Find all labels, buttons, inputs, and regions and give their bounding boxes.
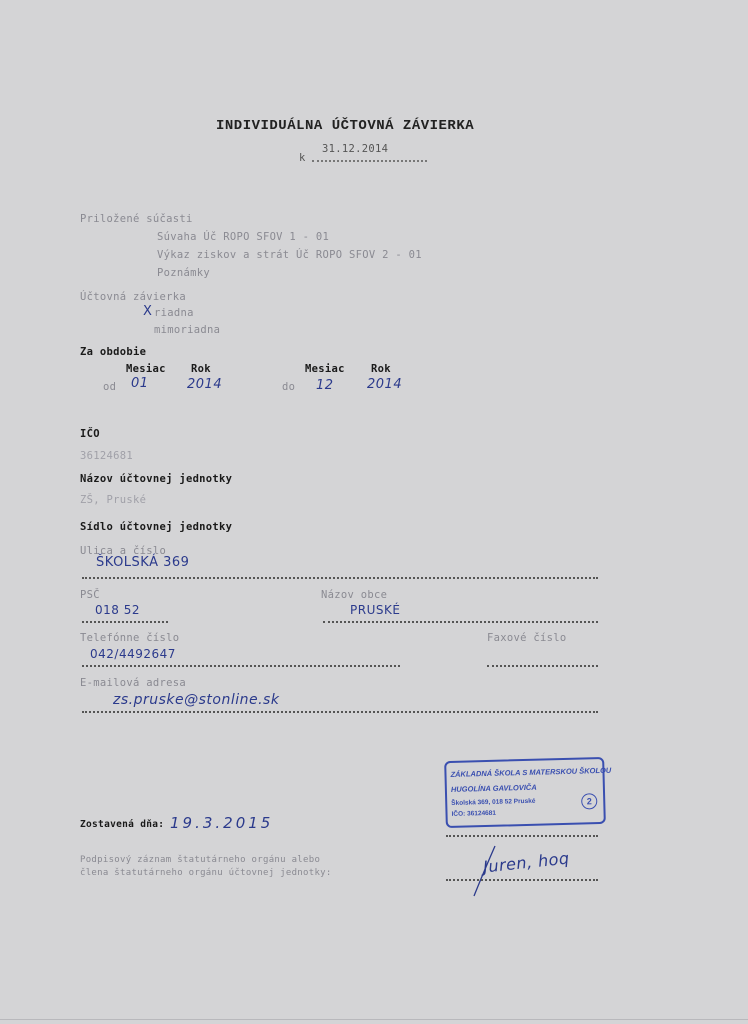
psc-dotted-line	[82, 621, 168, 623]
date-value: 31.12.2014	[322, 143, 389, 155]
to-label: do	[282, 381, 296, 393]
email-value: zs.pruske@stonline.sk	[113, 692, 280, 708]
street-dotted-line	[82, 577, 598, 579]
date-dotted-line	[312, 160, 427, 162]
option-ordinary: riadna	[154, 307, 194, 319]
page-title: INDIVIDUÁLNA ÚČTOVNÁ ZÁVIERKA	[216, 118, 475, 134]
phone-value: 042/4492647	[90, 647, 176, 661]
seat-label: Sídlo účtovnej jednotky	[80, 521, 233, 533]
period-label: Za obdobie	[80, 346, 147, 358]
parts-item: Výkaz ziskov a strát Úč ROPO SFOV 2 - 01	[157, 249, 422, 261]
stamp-line: HUGOLÍNA GAVLOVIČA	[450, 782, 537, 794]
from-label: od	[103, 381, 117, 393]
phone-dotted-line	[82, 665, 400, 667]
signature-caption: člena štatutárneho orgánu účtovnej jednotky:	[80, 868, 332, 878]
email-dotted-line	[82, 711, 598, 713]
from-month-header: Mesiac	[126, 363, 166, 375]
phone-label: Telefónne číslo	[80, 632, 180, 644]
municipality-value: PRUSKÉ	[350, 603, 401, 617]
street-label: Ulica a číslo	[80, 545, 167, 557]
street-value: ŠKOLSKÁ 369	[96, 555, 190, 570]
municipality-label: Názov obce	[321, 589, 388, 601]
school-stamp	[444, 757, 612, 828]
psc-value: 018 52	[95, 603, 140, 617]
stamp-line: IČO: 36124681	[451, 809, 497, 818]
stamp-dotted-line	[446, 835, 598, 837]
parts-item: Poznámky	[157, 267, 210, 279]
scan-edge	[0, 1019, 748, 1020]
ordinary-checkmark: X	[143, 304, 153, 319]
stamp-line: Školská 369, 018 52 Pruské	[451, 797, 536, 807]
from-year-header: Rok	[191, 363, 211, 375]
municipality-dotted-line	[323, 621, 598, 623]
compiled-label: Zostavená dňa:	[80, 819, 165, 830]
handwritten-signature: Juren, hoq	[482, 848, 571, 877]
entity-name-value: ZŠ, Pruské	[80, 494, 147, 506]
from-month-value: 01	[131, 376, 149, 391]
compiled-value: 19.3.2015	[170, 814, 274, 832]
to-year-value: 2014	[367, 377, 403, 392]
to-month-value: 12	[316, 378, 334, 393]
statement-label: Účtovná závierka	[80, 291, 186, 303]
signature-stroke	[460, 842, 510, 900]
stamp-number: 2	[581, 793, 597, 809]
parts-label: Priložené súčasti	[80, 213, 193, 225]
signature-caption: Podpisový záznam štatutárneho orgánu alebo	[80, 855, 321, 865]
email-label: E-mailová adresa	[80, 677, 186, 689]
fax-label: Faxové číslo	[487, 632, 567, 644]
to-year-header: Rok	[371, 363, 391, 375]
ico-label: IČO	[80, 428, 100, 440]
psc-label: PSČ	[80, 589, 100, 601]
entity-name-label: Názov účtovnej jednotky	[80, 473, 233, 485]
date-prefix: k	[299, 152, 306, 164]
from-year-value: 2014	[187, 377, 223, 392]
stamp-line: ZÁKLADNÁ ŠKOLA S MATERSKOU ŠKOLOU	[450, 765, 612, 779]
ico-value: 36124681	[80, 450, 133, 462]
to-month-header: Mesiac	[305, 363, 345, 375]
signature-dotted-line	[446, 879, 598, 881]
option-extraordinary: mimoriadna	[154, 324, 221, 336]
parts-item: Súvaha Úč ROPO SFOV 1 - 01	[157, 231, 330, 243]
fax-dotted-line	[487, 665, 598, 667]
